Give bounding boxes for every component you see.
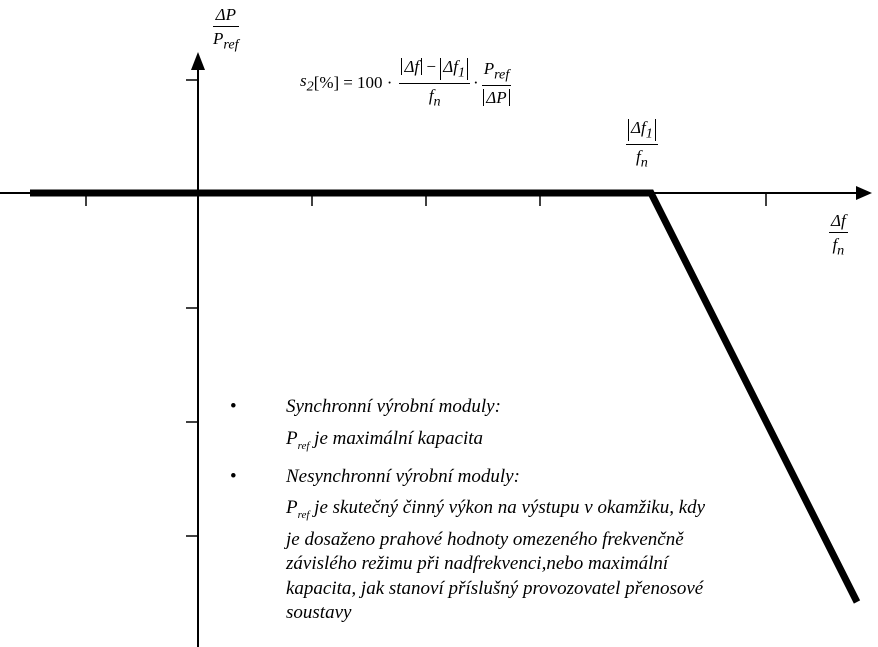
x-axis-label-den: $f_n$	[832, 235, 845, 259]
legend-item2-text: $P_{ref}$ je skutečný činný výkon na výstupu v okamžiku, kdy je dosaženo prahové hodnoty omezeného frekvenčně závislého režimu při nadfrekvenci,nebo maximální kapacita, jak stanoví příslušný provozovatel přenosové soustavy	[286, 497, 706, 624]
formula-eq: = 100 ·	[343, 73, 393, 93]
formula-lhs: $s_2$	[300, 70, 314, 95]
legend-item1-title: Synchronní výrobní moduly:	[286, 396, 501, 417]
y-axis-arrow	[191, 52, 205, 70]
formula-frac2: $\frac{P_{ref}}{\Delta P}$	[483, 59, 510, 107]
x-axis-arrow	[856, 186, 872, 200]
formula-unit: [%]	[313, 73, 340, 93]
legend-item2-title: Nesynchronní výrobní moduly:	[286, 465, 520, 487]
formula-dot: ·	[473, 73, 479, 93]
threshold-label-den: $f_n$	[635, 146, 648, 170]
legend-item1-text: $P_{ref}$ je maximální kapacita	[286, 427, 484, 452]
threshold-label	[626, 119, 658, 169]
legend-item-nonsynchronous	[228, 465, 748, 490]
threshold-label-num: $\Delta f_1$	[626, 119, 658, 144]
y-axis-label-num: ΔP	[215, 5, 236, 24]
x-axis-label	[829, 212, 848, 258]
legend	[228, 395, 748, 626]
bullet: •	[230, 396, 237, 417]
bullet: •	[230, 465, 237, 487]
formula-frac1: $\frac{\Delta f - \Delta f_1}{f_n}$	[399, 58, 470, 108]
y-axis-label	[213, 6, 239, 52]
y-axis-label-den: $P_{ref}$	[213, 29, 239, 53]
x-axis-label-num: Δf	[831, 211, 846, 230]
droop-formula	[300, 58, 514, 108]
legend-item-synchronous	[228, 395, 748, 420]
